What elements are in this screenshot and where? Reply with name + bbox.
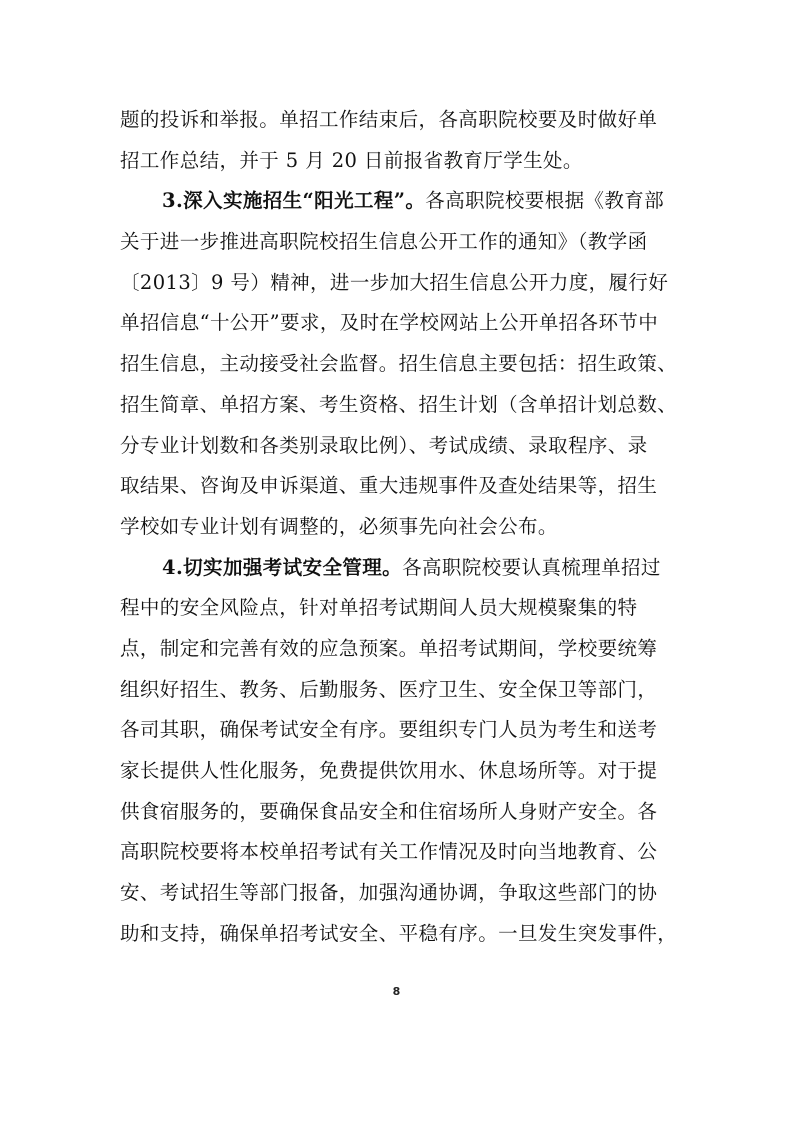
text-line: 招生信息，主动接受社会监督。招生信息主要包括：招生政策、 bbox=[120, 352, 678, 376]
page-number: 8 bbox=[392, 985, 401, 998]
section-3-heading: 3.深入实施招生“阳光工程”。 bbox=[162, 189, 426, 213]
text-line: 分专业计划数和各类别录取比例）、考试成绩、录取程序、录 bbox=[120, 433, 648, 457]
text-line: 助和支持，确保单招考试安全、平稳有序。一旦发生突发事件， bbox=[120, 921, 678, 945]
text-line: 组织好招生、教务、后勤服务、医疗卫生、安全保卫等部门， bbox=[120, 677, 658, 701]
section-3-first-line bbox=[120, 181, 685, 222]
text-line: 供食宿服务的，要确保食品安全和住宿场所人身财产安全。各 bbox=[120, 799, 658, 823]
section-4-heading: 4.切实加强考试安全管理。 bbox=[162, 555, 403, 579]
section-4-text: 各高职院校要认真梳理单招过 bbox=[402, 555, 661, 579]
text-line: 家长提供人性化服务，免费提供饮用水、休息场所等。对于提 bbox=[120, 759, 658, 782]
text-line: 取结果、咨询及申诉渠道、重大违规事件及查处结果等，招生 bbox=[120, 474, 658, 498]
text-line: 点，制定和完善有效的应急预案。单招考试期间，学校要统筹 bbox=[120, 636, 658, 660]
section-4-first-line bbox=[120, 548, 685, 589]
text-line: 关于进一步推进高职院校招生信息公开工作的通知》（教学函 bbox=[120, 230, 648, 254]
section-3-text: 各高职院校要根据《教育部 bbox=[425, 189, 665, 213]
text-line: 高职院校要将本校单招考试有关工作情况及时向当地教育、公 bbox=[120, 840, 658, 864]
text-line: 程中的安全风险点，针对单招考试期间人员大规模聚集的特 bbox=[120, 596, 638, 620]
text-line: 安、考试招生等部门报备，加强沟通协调，争取这些部门的协 bbox=[120, 881, 658, 905]
text-line: 〔2013〕9 号）精神，进一步加大招生信息公开力度，履行好 bbox=[120, 270, 669, 294]
text-line: 招工作总结，并于 5 月 20 日前报省教育厅学生处。 bbox=[120, 148, 583, 172]
text-line: 各司其职，确保考试安全有序。要组织专门人员为考生和送考 bbox=[120, 718, 658, 742]
text-line: 单招信息“十公开”要求，及时在学校网站上公开单招各环节中 bbox=[120, 311, 659, 335]
body-text bbox=[120, 100, 685, 954]
text-line: 题的投诉和举报。单招工作结束后，各高职院校要及时做好单 bbox=[120, 108, 658, 131]
text-line: 学校如专业计划有调整的，必须事先向社会公布。 bbox=[120, 514, 558, 538]
text-line: 招生简章、单招方案、考生资格、招生计划（含单招计划总数、 bbox=[120, 392, 678, 416]
